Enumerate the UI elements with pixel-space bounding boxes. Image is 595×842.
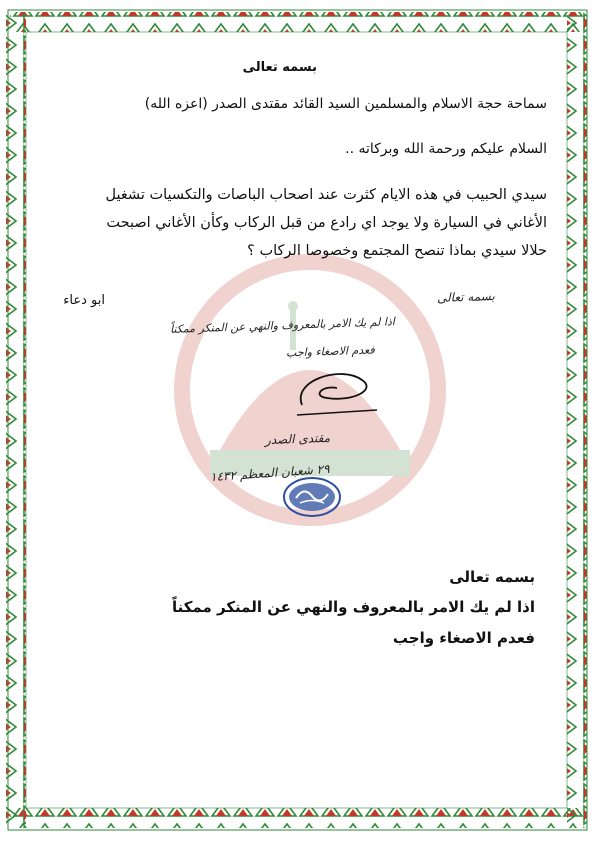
reply-date: ٢٩ شعبان المعظم ١٤٣٢ bbox=[210, 461, 331, 485]
basmala-heading: بسمه تعالى bbox=[242, 60, 317, 75]
question-line: سيدي الحبيب في هذه الايام كثرت عند اصحاب الباصات والتكسيات تشغيل bbox=[105, 187, 547, 203]
handwritten-answer-line: فعدم الاصغاء واجب bbox=[286, 343, 376, 360]
handwritten-basmala: بسمه تعالى bbox=[437, 288, 496, 306]
signature-scribble-icon bbox=[282, 360, 392, 440]
asker-name: ابو دعاء bbox=[63, 293, 105, 308]
handwritten-answer-line: اذا لم يك الامر بالمعروف والنهي عن المنكر ممكناً bbox=[169, 315, 396, 336]
seal-stamp-icon bbox=[282, 476, 342, 518]
addressee-line: سماحة حجة الاسلام والمسلمين السيد القائد مقتدى الصدر (اعزه الله) bbox=[144, 96, 547, 112]
typed-reply-line: اذا لم يك الامر بالمعروف والنهي عن المنكر ممكناً bbox=[171, 598, 535, 616]
typed-reply-line: فعدم الاصغاء واجب bbox=[392, 629, 535, 647]
typed-reply-basmala: بسمه تعالى bbox=[449, 568, 535, 586]
greeting-line: السلام عليكم ورحمة الله وبركاته .. bbox=[345, 141, 547, 157]
signature-name: مقتدى الصدر bbox=[264, 430, 331, 448]
question-line: الأغاني في السيارة ولا يوجد اي رادع من قبل الركاب وكأن الأغاني اصبحت bbox=[106, 215, 547, 231]
question-line: حلالا سيدي بماذا تنصح المجتمع وخصوصا الركاب ؟ bbox=[247, 243, 547, 259]
